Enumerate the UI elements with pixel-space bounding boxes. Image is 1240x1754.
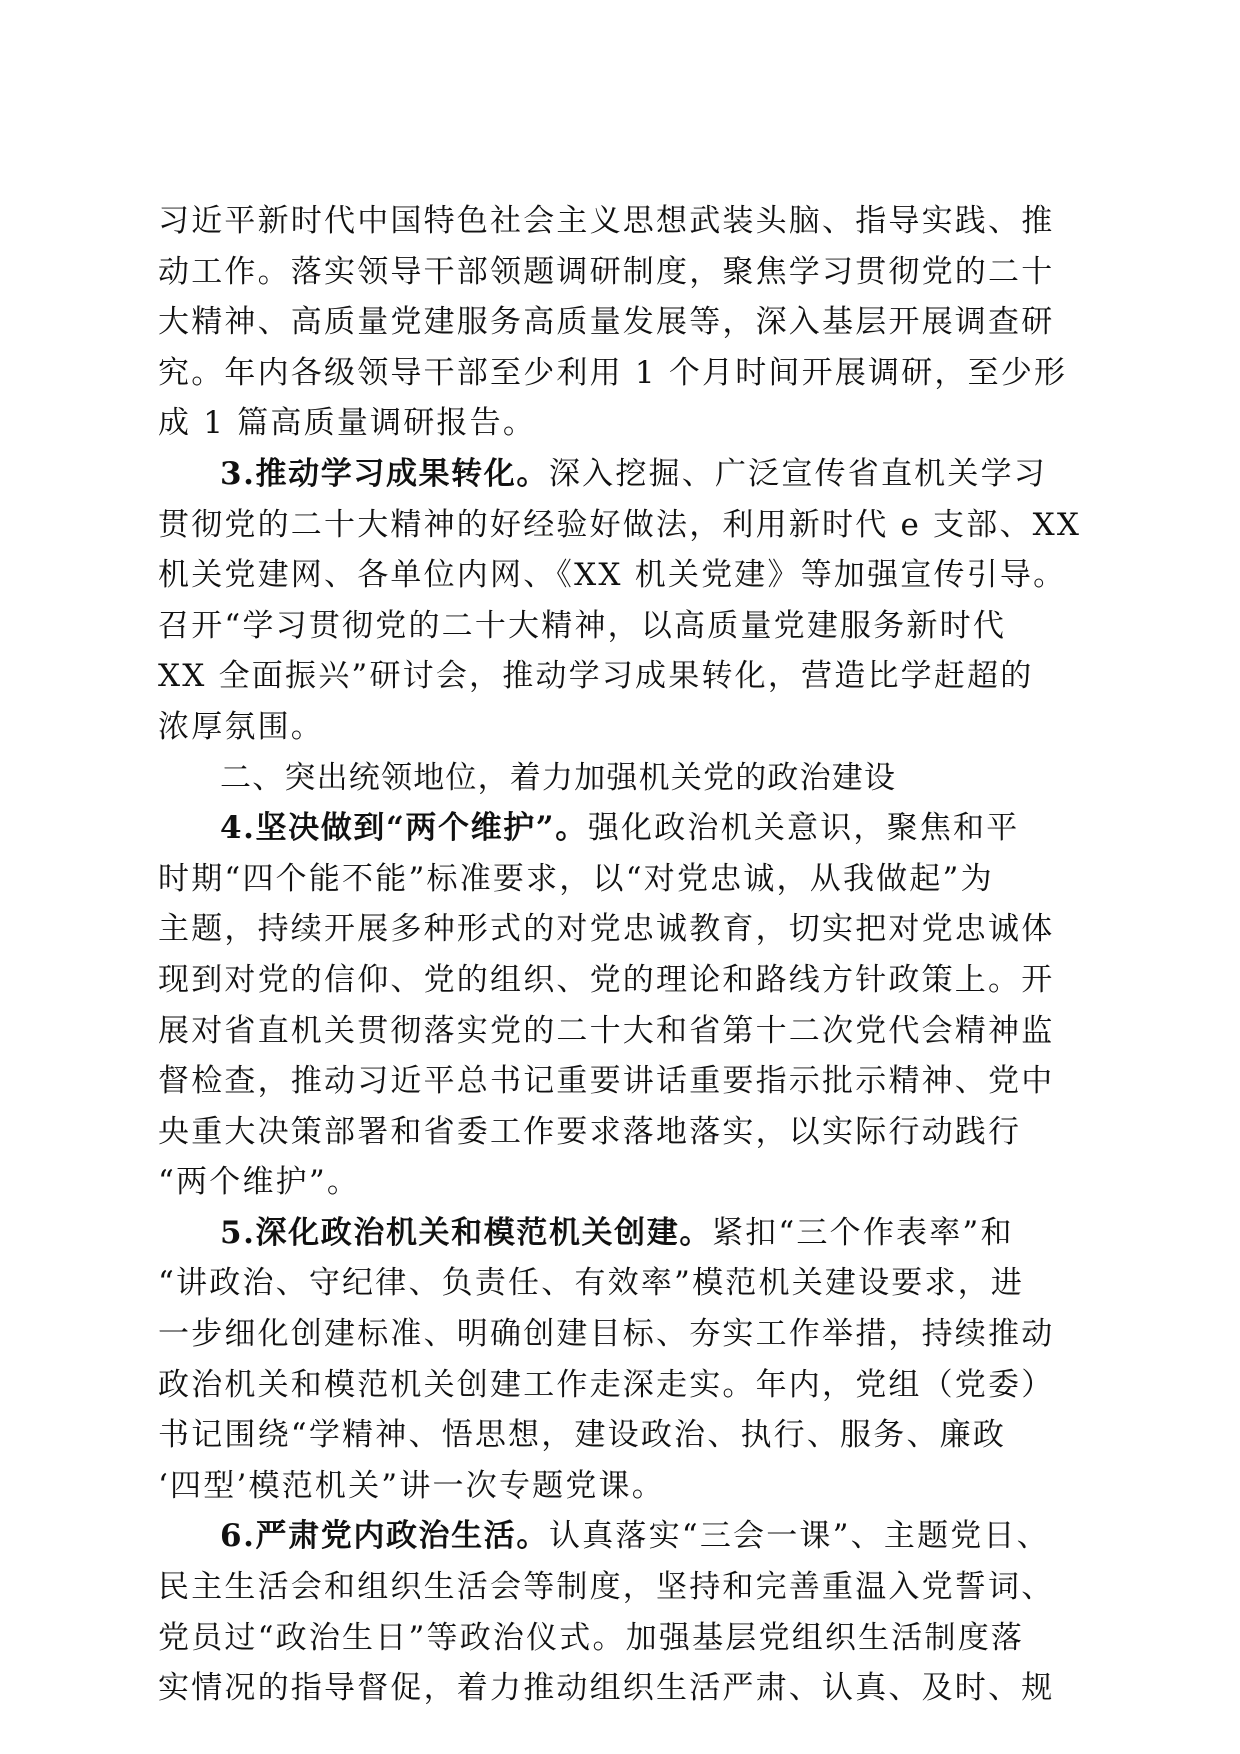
paragraph-item-6 bbox=[158, 1511, 1078, 1713]
text-line: 习近平新时代中国特色社会主义思想武装头脑、指导实践、推 bbox=[158, 203, 1055, 239]
paragraph-item-4 bbox=[158, 803, 1078, 1208]
item-title: 5.深化政治机关和模范机关创建。 bbox=[220, 1214, 712, 1251]
item-text: 强化政治机关意识，聚焦和平 bbox=[587, 810, 1020, 847]
item-text: 认真落实“三会一课”、主题党日、 bbox=[548, 1518, 1050, 1555]
text-line: 政治机关和模范机关创建工作走深走实。年内，党组（党委） bbox=[158, 1366, 1055, 1403]
text-line: 主题，持续开展多种形式的对党忠诚教育，切实把对党忠诚体 bbox=[158, 911, 1055, 948]
text-line: 动工作。落实领导干部领题调研制度，聚焦学习贯彻党的二十 bbox=[158, 253, 1055, 290]
text-line: 督检查，推动习近平总书记重要讲话重要指示批示精神、党中 bbox=[158, 1063, 1055, 1100]
text-line: 书记围绕“学精神、悟思想，建设政治、执行、服务、廉政 bbox=[158, 1417, 1007, 1454]
text-line: 大精神、高质量党建服务高质量发展等，深入基层开展调查研 bbox=[158, 304, 1055, 341]
item-text: 紧扣“三个作表率”和 bbox=[711, 1214, 1014, 1251]
section-heading-text: 二、突出统领地位，着力加强机关党的政治建设 bbox=[220, 759, 897, 796]
text-line-first bbox=[158, 1208, 1078, 1259]
text-line: ‘四型’模范机关”讲一次专题党课。 bbox=[158, 1467, 665, 1504]
text-line: XX 全面振兴”研讨会，推动学习成果转化，营造比学赶超的 bbox=[158, 658, 1034, 695]
text-line: 浓厚氛围。 bbox=[158, 708, 324, 745]
text-line: 现到对党的信仰、党的组织、党的理论和路线方针政策上。开 bbox=[158, 961, 1055, 998]
item-title: 4.坚决做到“两个维护”。 bbox=[220, 810, 588, 847]
paragraph-continued bbox=[158, 196, 1078, 449]
text-line: 实情况的指导督促，着力推动组织生活严肃、认真、及时、规 bbox=[158, 1670, 1055, 1707]
document-body bbox=[158, 196, 1082, 1714]
text-line: 机关党建网、各单位内网、《XX 机关党建》等加强宣传引导。 bbox=[158, 557, 1067, 594]
text-line: 展对省直机关贯彻落实党的二十大和省第十二次党代会精神监 bbox=[158, 1012, 1055, 1049]
text-line: 成 1 篇高质量调研报告。 bbox=[158, 405, 537, 442]
text-line: 时期“四个能不能”标准要求，以“对党忠诚，从我做起”为 bbox=[158, 860, 994, 897]
text-line: “两个维护”。 bbox=[158, 1164, 361, 1201]
text-line: 召开“学习贯彻党的二十大精神，以高质量党建服务新时代 bbox=[158, 607, 1007, 644]
text-line: 党员过“政治生日”等政治仪式。加强基层党组织生活制度落 bbox=[158, 1619, 1025, 1656]
text-line: 究。年内各级领导干部至少利用 1 个月时间开展调研，至少形 bbox=[158, 354, 1068, 391]
paragraph-item-3 bbox=[158, 449, 1082, 753]
paragraph-item-5 bbox=[158, 1208, 1078, 1512]
text-line: “讲政治、守纪律、负责任、有效率”模范机关建设要求，进 bbox=[158, 1265, 1025, 1302]
item-title: 6.严肃党内政治生活。 bbox=[220, 1518, 549, 1555]
item-text: 深入挖掘、广泛宣传省直机关学习 bbox=[548, 455, 1047, 492]
text-line-first bbox=[158, 449, 1078, 500]
text-line-first bbox=[158, 803, 1078, 854]
text-line: 一步细化创建标准、明确创建目标、夯实工作举措，持续推动 bbox=[158, 1316, 1055, 1353]
text-line-first bbox=[158, 1511, 1078, 1562]
text-line: 央重大决策部署和省委工作要求落地落实，以实际行动践行 bbox=[158, 1113, 1022, 1150]
text-line: 民主生活会和组织生活会等制度，坚持和完善重温入党誓词、 bbox=[158, 1569, 1055, 1606]
section-heading bbox=[158, 753, 1078, 804]
text-line: 贯彻党的二十大精神的好经验好做法，利用新时代 e 支部、XX bbox=[158, 506, 1082, 543]
item-title: 3.推动学习成果转化。 bbox=[220, 455, 549, 492]
